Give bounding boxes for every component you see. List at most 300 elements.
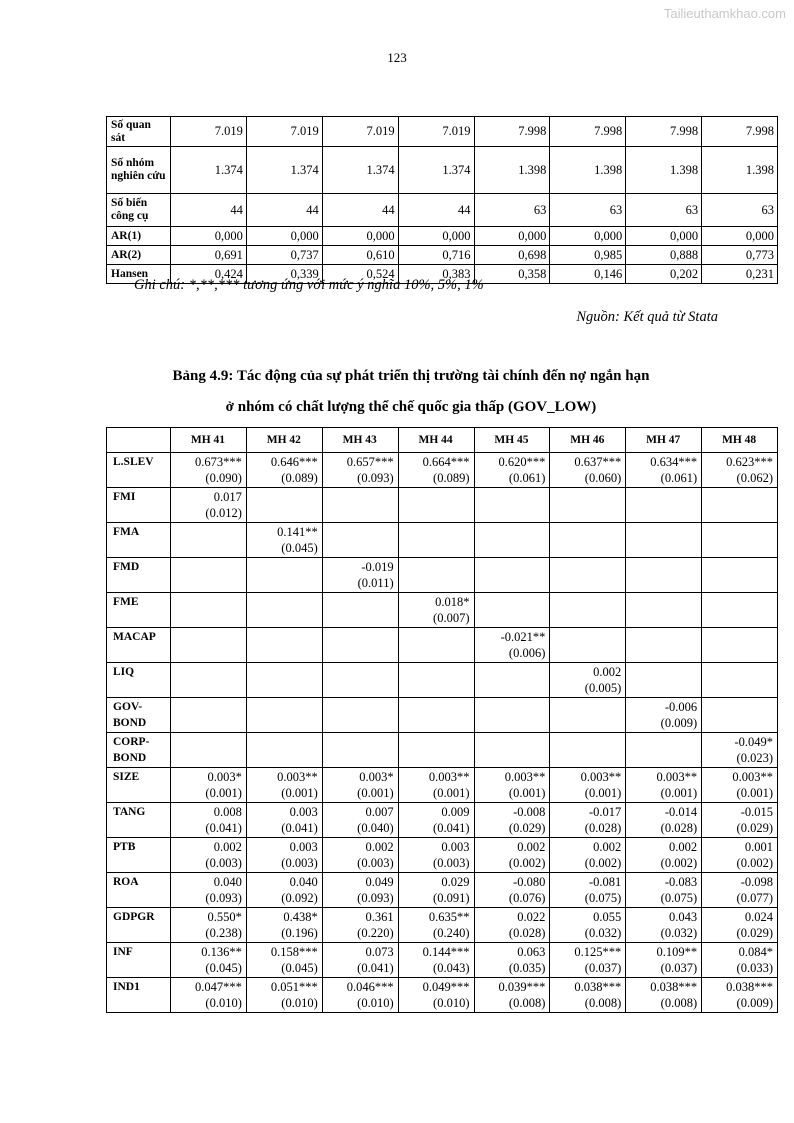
watermark: Tailieuthamkhao.com	[663, 6, 786, 21]
column-header: MH 41	[171, 428, 247, 453]
diagnostics-row	[107, 227, 778, 246]
table-title: Bảng 4.9: Tác động của sự phát triển thị trường tài chính đến nợ ngắn hạn	[172, 368, 650, 384]
standard-error: (0.061)	[660, 471, 698, 485]
coefficient: 0.055	[593, 910, 622, 924]
table-row	[107, 558, 778, 593]
standard-error: (0.041)	[205, 821, 242, 835]
coefficient: 0.144***	[422, 945, 470, 959]
coefficient: 0.040	[213, 875, 242, 889]
estimate-cell	[626, 488, 702, 523]
estimate-cell	[550, 803, 626, 838]
cell-value: 1.398	[550, 147, 626, 194]
standard-error: (0.003)	[433, 856, 470, 870]
estimate-cell	[322, 628, 398, 663]
estimate-cell	[474, 628, 550, 663]
coefficient: 0.046***	[346, 980, 394, 994]
estimate-cell	[246, 768, 322, 803]
coefficient: 0.673***	[195, 455, 242, 469]
row-label: AR(1)	[107, 227, 171, 246]
estimate-cell	[550, 523, 626, 558]
standard-error: (0.089)	[433, 471, 470, 485]
estimate-cell	[398, 978, 474, 1013]
standard-error: (0.043)	[433, 961, 470, 975]
standard-error: (0.008)	[584, 996, 622, 1010]
estimate-cell	[626, 803, 702, 838]
standard-error: (0.009)	[660, 716, 698, 730]
table-row	[107, 908, 778, 943]
standard-error: (0.238)	[205, 926, 242, 940]
estimate-cell	[550, 733, 626, 768]
coefficient: 0.635**	[428, 910, 470, 924]
coefficient: -0.014	[664, 805, 698, 819]
estimate-cell	[702, 593, 778, 628]
diagnostics-row	[107, 246, 778, 265]
estimate-cell	[550, 488, 626, 523]
coefficient: 0.084*	[738, 945, 773, 959]
estimate-cell	[474, 768, 550, 803]
cell-value: 0,691	[171, 246, 247, 265]
standard-error: (0.003)	[205, 856, 242, 870]
estimate-cell	[246, 873, 322, 908]
standard-error: (0.220)	[357, 926, 394, 940]
estimate-cell	[246, 628, 322, 663]
cell-value: 0,231	[702, 265, 778, 284]
coefficient: 0.637***	[574, 455, 622, 469]
cell-value: 1.398	[702, 147, 778, 194]
cell-value: 0,000	[322, 227, 398, 246]
estimate-cell	[322, 908, 398, 943]
standard-error: (0.029)	[736, 926, 773, 940]
standard-error: (0.001)	[508, 786, 546, 800]
coefficient: 0.049	[365, 875, 394, 889]
table-row	[107, 838, 778, 873]
estimate-cell	[474, 733, 550, 768]
estimate-cell	[171, 733, 247, 768]
estimate-cell	[702, 698, 778, 733]
table-row	[107, 663, 778, 698]
estimate-cell	[474, 803, 550, 838]
cell-value: 0,000	[626, 227, 702, 246]
standard-error: (0.041)	[281, 821, 318, 835]
estimate-cell	[171, 663, 247, 698]
standard-error: (0.011)	[357, 576, 394, 590]
coefficient: 0.009	[441, 805, 470, 819]
cell-value: 0,985	[550, 246, 626, 265]
estimate-cell	[398, 733, 474, 768]
standard-error: (0.035)	[508, 961, 546, 975]
standard-error: (0.010)	[205, 996, 242, 1010]
standard-error: (0.003)	[357, 856, 394, 870]
estimate-cell	[246, 558, 322, 593]
standard-error: (0.032)	[584, 926, 622, 940]
standard-error: (0.001)	[281, 786, 318, 800]
standard-error: (0.001)	[660, 786, 698, 800]
estimate-cell	[702, 733, 778, 768]
cell-value: 0,424	[171, 265, 247, 284]
cell-value: 0,000	[474, 227, 550, 246]
coefficient: 0.017	[213, 490, 242, 504]
estimate-cell	[322, 768, 398, 803]
cell-value: 0,000	[246, 227, 322, 246]
estimate-cell	[702, 768, 778, 803]
cell-value: 1.374	[398, 147, 474, 194]
cell-value: 7.019	[322, 117, 398, 147]
coefficient: 0.003*	[207, 770, 242, 784]
estimate-cell	[398, 838, 474, 873]
coefficient: -0.006	[664, 700, 698, 714]
estimate-cell	[474, 663, 550, 698]
regression-table	[106, 427, 778, 1013]
standard-error: (0.041)	[357, 961, 394, 975]
standard-error: (0.005)	[584, 681, 622, 695]
cell-value: 7.998	[550, 117, 626, 147]
coefficient: 0.007	[365, 805, 394, 819]
estimate-cell	[322, 838, 398, 873]
estimate-cell	[474, 908, 550, 943]
estimate-cell	[171, 803, 247, 838]
coefficient: 0.109**	[656, 945, 698, 959]
diagnostics-row	[107, 117, 778, 147]
table-subtitle: ở nhóm có chất lượng thể chế quốc gia thấp (GOV_LOW)	[225, 399, 597, 415]
standard-error: (0.008)	[508, 996, 546, 1010]
cell-value: 1.398	[474, 147, 550, 194]
estimate-cell	[550, 453, 626, 488]
standard-error: (0.240)	[433, 926, 470, 940]
standard-error: (0.001)	[736, 786, 773, 800]
coefficient: 0.003**	[504, 770, 546, 784]
estimate-cell	[322, 978, 398, 1013]
estimate-cell	[171, 838, 247, 873]
table-row	[107, 943, 778, 978]
estimate-cell	[171, 698, 247, 733]
estimate-cell	[246, 978, 322, 1013]
estimate-cell	[702, 838, 778, 873]
coefficient: 0.002	[593, 840, 622, 854]
estimate-cell	[474, 978, 550, 1013]
estimate-cell	[626, 943, 702, 978]
estimate-cell	[246, 733, 322, 768]
table-row	[107, 523, 778, 558]
coefficient: 0.646***	[270, 455, 318, 469]
estimate-cell	[171, 453, 247, 488]
cell-value: 0,000	[550, 227, 626, 246]
estimate-cell	[322, 663, 398, 698]
coefficient: 0.043	[669, 910, 698, 924]
diagnostics-row	[107, 194, 778, 227]
coefficient: 0.158***	[270, 945, 318, 959]
coefficient: 0.040	[289, 875, 318, 889]
coefficient: 0.141**	[277, 525, 318, 539]
coefficient: 0.003*	[359, 770, 394, 784]
variable-label: PTB	[107, 838, 171, 873]
standard-error: (0.028)	[508, 926, 546, 940]
standard-error: (0.093)	[357, 471, 394, 485]
standard-error: (0.028)	[584, 821, 622, 835]
standard-error: (0.075)	[660, 891, 698, 905]
estimate-cell	[322, 943, 398, 978]
estimate-cell	[702, 523, 778, 558]
row-label: Hansen	[107, 265, 171, 284]
coefficient: 0.634***	[650, 455, 698, 469]
cell-value: 63	[550, 194, 626, 227]
estimate-cell	[398, 558, 474, 593]
column-header: MH 48	[702, 428, 778, 453]
estimate-cell	[398, 768, 474, 803]
variable-label: CORP-BOND	[107, 733, 171, 768]
standard-error: (0.001)	[205, 786, 242, 800]
standard-error: (0.045)	[205, 961, 242, 975]
estimate-cell	[246, 803, 322, 838]
variable-label: L.SLEV	[107, 453, 171, 488]
table-row	[107, 628, 778, 663]
estimate-cell	[626, 698, 702, 733]
standard-error: (0.029)	[508, 821, 546, 835]
column-header: MH 44	[398, 428, 474, 453]
standard-error: (0.003)	[281, 856, 318, 870]
estimate-cell	[550, 593, 626, 628]
coefficient: -0.019	[361, 560, 394, 574]
coefficient: 0.002	[213, 840, 242, 854]
estimate-cell	[626, 733, 702, 768]
cell-value: 63	[702, 194, 778, 227]
source-note: Nguồn: Kết quả từ Stata	[576, 309, 718, 325]
cell-value: 0,737	[246, 246, 322, 265]
cell-value: 0,888	[626, 246, 702, 265]
estimate-cell	[474, 593, 550, 628]
coefficient: 0.003**	[428, 770, 470, 784]
diagnostics-table	[106, 116, 778, 284]
coefficient: 0.002	[669, 840, 698, 854]
cell-value: 0,358	[474, 265, 550, 284]
estimate-cell	[398, 663, 474, 698]
cell-value: 63	[474, 194, 550, 227]
cell-value: 44	[322, 194, 398, 227]
coefficient: 0.029	[441, 875, 470, 889]
estimate-cell	[398, 488, 474, 523]
coefficient: -0.015	[740, 805, 773, 819]
standard-error: (0.002)	[508, 856, 546, 870]
standard-error: (0.060)	[584, 471, 622, 485]
estimate-cell	[246, 698, 322, 733]
standard-error: (0.090)	[205, 471, 242, 485]
coefficient: 0.623***	[726, 455, 773, 469]
cell-value: 1.374	[322, 147, 398, 194]
standard-error: (0.023)	[736, 751, 773, 765]
standard-error: (0.037)	[660, 961, 698, 975]
cell-value: 0,610	[322, 246, 398, 265]
estimate-cell	[626, 908, 702, 943]
coefficient: 0.003**	[732, 770, 773, 784]
estimate-cell	[171, 768, 247, 803]
estimate-cell	[550, 768, 626, 803]
coefficient: 0.136**	[201, 945, 242, 959]
estimate-cell	[171, 628, 247, 663]
cell-value: 44	[246, 194, 322, 227]
coefficient: 0.047***	[195, 980, 242, 994]
standard-error: (0.010)	[357, 996, 394, 1010]
standard-error: (0.093)	[357, 891, 394, 905]
estimate-cell	[626, 768, 702, 803]
cell-value: 0,773	[702, 246, 778, 265]
coefficient: -0.081	[588, 875, 622, 889]
estimate-cell	[626, 523, 702, 558]
variable-label: FMI	[107, 488, 171, 523]
estimate-cell	[398, 523, 474, 558]
estimate-cell	[246, 488, 322, 523]
estimate-cell	[626, 838, 702, 873]
estimate-cell	[474, 558, 550, 593]
estimate-cell	[702, 873, 778, 908]
standard-error: (0.010)	[281, 996, 318, 1010]
table-row	[107, 698, 778, 733]
coefficient: 0.657***	[346, 455, 394, 469]
estimate-cell	[550, 558, 626, 593]
standard-error: (0.041)	[433, 821, 470, 835]
standard-error: (0.077)	[736, 891, 773, 905]
coefficient: 0.003**	[656, 770, 698, 784]
table-row	[107, 593, 778, 628]
estimate-cell	[550, 663, 626, 698]
standard-error: (0.001)	[357, 786, 394, 800]
coefficient: 0.001	[744, 840, 773, 854]
standard-error: (0.012)	[205, 506, 242, 520]
page-number: 123	[387, 50, 407, 65]
significance-note: Ghi chú: *,**,*** tương ứng với mức ý nghĩa 10%, 5%, 1%	[134, 277, 484, 293]
estimate-cell	[550, 838, 626, 873]
coefficient: 0.038***	[574, 980, 622, 994]
standard-error: (0.092)	[281, 891, 318, 905]
estimate-cell	[398, 943, 474, 978]
coefficient: 0.361	[365, 910, 394, 924]
cell-value: 0,000	[702, 227, 778, 246]
cell-value: 1.374	[171, 147, 247, 194]
variable-label: FME	[107, 593, 171, 628]
standard-error: (0.089)	[281, 471, 318, 485]
estimate-cell	[398, 873, 474, 908]
coefficient: 0.438*	[283, 910, 318, 924]
coefficient: 0.125***	[574, 945, 622, 959]
standard-error: (0.091)	[433, 891, 470, 905]
estimate-cell	[171, 523, 247, 558]
estimate-cell	[322, 523, 398, 558]
cell-value: 7.019	[398, 117, 474, 147]
estimate-cell	[626, 978, 702, 1013]
estimate-cell	[550, 628, 626, 663]
estimate-cell	[626, 663, 702, 698]
estimate-cell	[702, 558, 778, 593]
variable-label: MACAP	[107, 628, 171, 663]
standard-error: (0.028)	[660, 821, 698, 835]
coefficient: 0.002	[517, 840, 546, 854]
estimate-cell	[246, 908, 322, 943]
standard-error: (0.006)	[508, 646, 546, 660]
cell-value: 0,146	[550, 265, 626, 284]
header-corner	[107, 428, 171, 453]
column-header: MH 45	[474, 428, 550, 453]
estimate-cell	[322, 733, 398, 768]
cell-value: 44	[171, 194, 247, 227]
cell-value: 7.998	[702, 117, 778, 147]
estimate-cell	[322, 803, 398, 838]
estimate-cell	[398, 908, 474, 943]
variable-label: GOV-BOND	[107, 698, 171, 733]
estimate-cell	[626, 593, 702, 628]
row-label: Số quan sát	[107, 117, 171, 147]
table-row	[107, 873, 778, 908]
estimate-cell	[550, 943, 626, 978]
variable-label: FMD	[107, 558, 171, 593]
standard-error: (0.061)	[508, 471, 546, 485]
variable-label: GDPGR	[107, 908, 171, 943]
coefficient: 0.038***	[650, 980, 698, 994]
cell-value: 0,383	[398, 265, 474, 284]
coefficient: -0.008	[513, 805, 546, 819]
estimate-cell	[474, 873, 550, 908]
standard-error: (0.075)	[584, 891, 622, 905]
coefficient: -0.049*	[734, 735, 773, 749]
estimate-cell	[246, 523, 322, 558]
coefficient: 0.018*	[435, 595, 470, 609]
variable-label: SIZE	[107, 768, 171, 803]
estimate-cell	[171, 978, 247, 1013]
estimate-cell	[171, 558, 247, 593]
standard-error: (0.032)	[660, 926, 698, 940]
diagnostics-row	[107, 147, 778, 194]
estimate-cell	[550, 978, 626, 1013]
column-header: MH 43	[322, 428, 398, 453]
estimate-cell	[171, 593, 247, 628]
column-header: MH 47	[626, 428, 702, 453]
cell-value: 7.998	[474, 117, 550, 147]
coefficient: 0.063	[517, 945, 546, 959]
estimate-cell	[246, 593, 322, 628]
standard-error: (0.040)	[357, 821, 394, 835]
estimate-cell	[474, 943, 550, 978]
estimate-cell	[626, 558, 702, 593]
estimate-cell	[398, 628, 474, 663]
cell-value: 7.019	[171, 117, 247, 147]
variable-label: LIQ	[107, 663, 171, 698]
standard-error: (0.062)	[736, 471, 773, 485]
coefficient: 0.002	[365, 840, 394, 854]
coefficient: -0.017	[588, 805, 622, 819]
estimate-cell	[702, 453, 778, 488]
table-row	[107, 803, 778, 838]
estimate-cell	[322, 488, 398, 523]
coefficient: 0.039***	[498, 980, 546, 994]
column-header: MH 46	[550, 428, 626, 453]
cell-value: 1.374	[246, 147, 322, 194]
coefficient: -0.098	[740, 875, 773, 889]
estimate-cell	[550, 908, 626, 943]
cell-value: 1.398	[626, 147, 702, 194]
variable-label: IND1	[107, 978, 171, 1013]
standard-error: (0.001)	[433, 786, 470, 800]
estimate-cell	[702, 943, 778, 978]
table-row	[107, 453, 778, 488]
estimate-cell	[474, 698, 550, 733]
cell-value: 0,698	[474, 246, 550, 265]
cell-value: 0,000	[398, 227, 474, 246]
coefficient: 0.003	[289, 840, 318, 854]
estimate-cell	[322, 873, 398, 908]
estimate-cell	[398, 698, 474, 733]
standard-error: (0.093)	[205, 891, 242, 905]
cell-value: 0,716	[398, 246, 474, 265]
coefficient: 0.008	[213, 805, 242, 819]
estimate-cell	[171, 873, 247, 908]
standard-error: (0.001)	[584, 786, 622, 800]
